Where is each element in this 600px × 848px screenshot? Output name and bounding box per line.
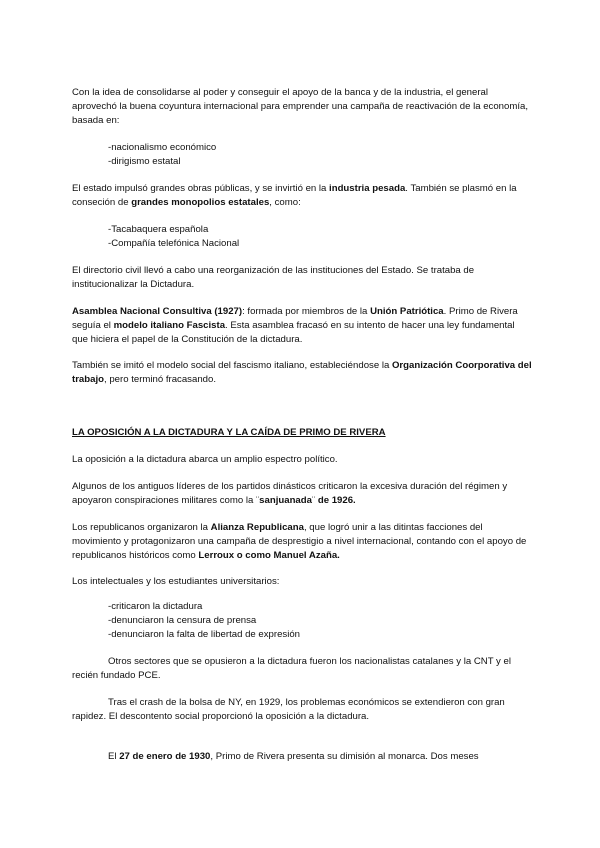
list-item: -Compañía telefónica Nacional [108, 238, 240, 249]
list-item: -criticaron la dictadura [108, 601, 203, 612]
list-economic-policies [108, 141, 216, 169]
list-item: -dirigismo estatal [108, 156, 181, 167]
paragraph-stock-crash: Tras el crash de la bolsa de NY, en 1929, los problemas económicos se extendieron con gran rapidez. El descontento social proporcionó la oposición a la dictadura. [72, 697, 505, 722]
paragraph-republicans: Los republicanos organizaron la Alianza Republicana, que logró unir a las ditintas facciones del movimiento y protagonizaron una campaña de desprestigio a nivel internacional, contando con el apoyo de republicanos históricos como Lerroux o como Manuel Azaña. [72, 522, 527, 561]
list-intellectual-actions [108, 600, 300, 642]
list-monopolies [108, 223, 239, 251]
paragraph-public-works: El estado impulsó grandes obras públicas, y se invirtió en la industria pesada. También se plasmó en la conseción de grandes monopolios estatales, como: [72, 183, 517, 208]
section-heading: LA OPOSICIÓN A LA DICTADURA Y LA CAÍDA DE PRIMO DE RIVERA [72, 427, 386, 438]
paragraph-corporative-organization: También se imitó el modelo social del fascismo italiano, estableciéndose la Organización Coorporativa del trabajo, pero terminó fracasando. [72, 360, 532, 385]
paragraph-resignation: El 27 de enero de 1930, Primo de Rivera presenta su dimisión al monarca. Dos meses [108, 751, 479, 762]
paragraph-economic-campaign: Con la idea de consolidarse al poder y conseguir el apoyo de la banca y de la industria, el general aprovechó la buena coyuntura internacional para emprender una campaña de reactivación de la economía, basada en: [72, 87, 528, 126]
paragraph-national-assembly: Asamblea Nacional Consultiva (1927): formada por miembros de la Unión Patriótica. Primo de Rivera seguía el modelo italiano Fascista. Esta asamblea fracasó en su intento de hacer una ley fundamental que hiciera el papel de la Constitución de la dictadura. [72, 306, 518, 345]
paragraph-dynastic-leaders: Algunos de los antiguos líderes de los partidos dinásticos criticaron la excesiva duración del régimen y apoyaron conspiraciones militares como la ¨sanjuanada¨ de 1926. [72, 481, 508, 506]
paragraph-civil-directory: El directorio civil llevó a cabo una reorganización de las instituciones del Estado. Se trataba de institucionalizar la Dictadura. [72, 265, 475, 290]
paragraph-opposition-spectrum: La oposición a la dictadura abarca un amplio espectro político. [72, 454, 338, 465]
list-item: -nacionalismo económico [108, 142, 217, 153]
list-item: -denunciaron la censura de prensa [108, 615, 257, 626]
paragraph-other-sectors: Otros sectores que se opusieron a la dictadura fueron los nacionalistas catalanes y la CNT y el recién fundado PCE. [72, 656, 511, 681]
list-item: -Tacabaquera española [108, 224, 209, 235]
paragraph-intellectuals: Los intelectuales y los estudiantes universitarios: [72, 576, 280, 587]
list-item: -denunciaron la falta de libertad de expresión [108, 629, 301, 640]
